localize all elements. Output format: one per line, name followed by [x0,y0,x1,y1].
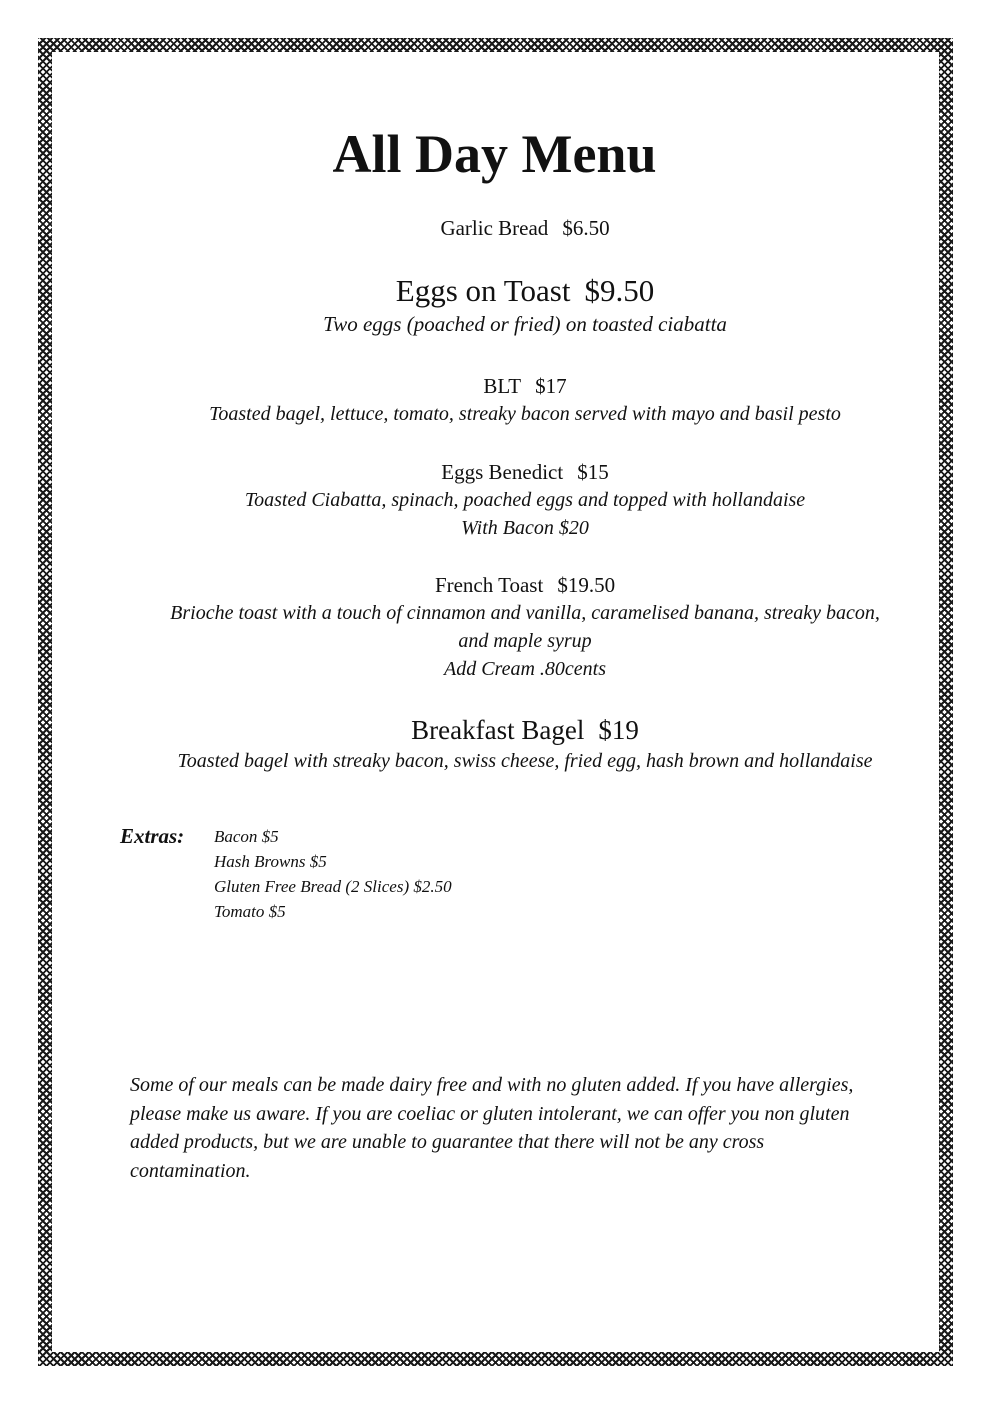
extras-list [214,824,452,924]
menu-item-price: $17 [535,374,567,398]
menu-item-option: With Bacon $20 [461,517,589,539]
menu-item-name: BLT [483,374,522,398]
menu-item-eggs-benedict [0,458,989,542]
menu-item-garlic-bread [0,214,989,242]
menu-title: All Day Menu [332,124,657,184]
menu-item-eggs-on-toast [0,272,989,338]
menu-item-price: $15 [577,460,609,484]
menu-item-description: and maple syrup [458,630,592,652]
menu-item-price: $9.50 [584,273,655,308]
menu-item-heading [0,458,989,486]
menu-item-heading [0,571,989,599]
menu-item-blt [0,372,989,428]
menu-item-heading [0,372,989,400]
menu-item-breakfast-bagel [0,713,989,775]
menu-item-price: $19.50 [557,573,616,597]
menu-item-price: $19 [598,715,639,745]
menu-item-name: Eggs Benedict [441,460,564,484]
menu-item-description: Toasted Ciabatta, spinach, poached eggs and topped with hollandaise [244,489,806,511]
menu-item-description: Toasted bagel, lettuce, tomato, streaky bacon served with mayo and basil pesto [209,403,841,425]
menu-item-description: Two eggs (poached or fried) on toasted ciabatta [323,312,727,336]
menu-item-price: $6.50 [562,216,610,240]
extras-item: Tomato $5 [214,902,286,921]
menu-item-description: Brioche toast with a touch of cinnamon and vanilla, caramelised banana, streaky bacon, [170,602,880,624]
menu-item-name: Garlic Bread [440,216,549,240]
extras-item: Bacon $5 [214,827,279,846]
menu-item-option: Add Cream .80cents [443,658,606,680]
menu-item-name: Breakfast Bagel [411,715,585,745]
allergy-notice: Some of our meals can be made dairy free and with no gluten added. If you have allergies, please make us aware. If you are coeliac or gluten intolerant, we can offer you non gluten added products, but we are unable to guarantee that there will not be any cross contamination. [130,1074,854,1182]
menu-item-heading [0,272,989,310]
extras-section [120,824,452,924]
menu-item-name: Eggs on Toast [395,273,571,308]
extras-item: Hash Browns $5 [214,852,327,871]
menu-item-description: Toasted bagel with streaky bacon, swiss cheese, fried egg, hash brown and hollandaise [177,750,873,772]
menu-item-name: French Toast [434,573,544,597]
menu-item-french-toast [0,571,989,683]
extras-label: Extras: [120,824,185,848]
extras-item: Gluten Free Bread (2 Slices) $2.50 [214,877,452,896]
menu-item-heading [0,214,989,242]
menu-item-heading [0,713,989,747]
